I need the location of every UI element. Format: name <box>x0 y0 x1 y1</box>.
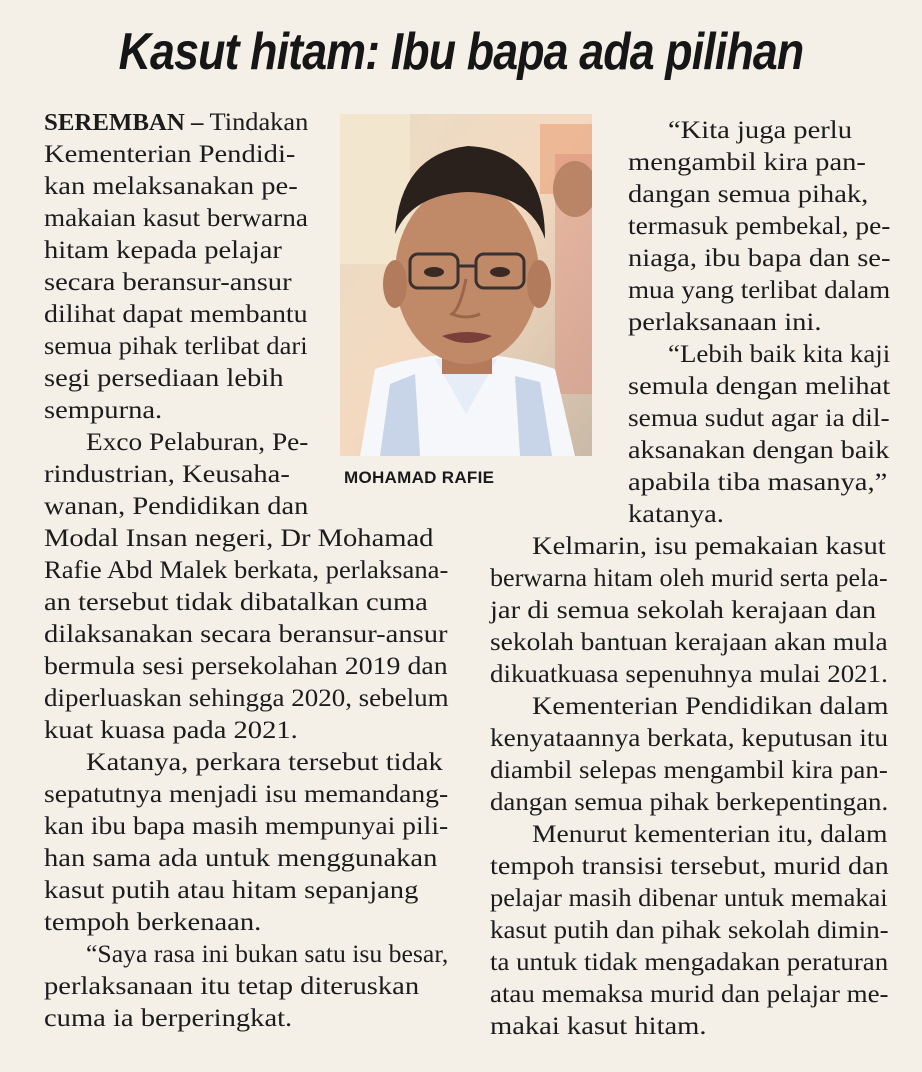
text-line: bermula sesi persekolahan 2019 dan <box>44 651 448 680</box>
text-line: diambil selepas mengambil kira pan- <box>490 755 888 784</box>
text-line: dilihat dapat membantu <box>44 299 308 328</box>
text-line: Kementerian Pendidikan dalam <box>532 691 889 720</box>
text-line: Menurut kementerian itu, dalam <box>532 819 888 848</box>
text-line: Katanya, perkara tersebut tidak <box>86 747 443 776</box>
text-line: han sama ada untuk menggunakan <box>44 843 438 872</box>
text-line: Kementerian Pendidi- <box>44 139 296 168</box>
text-line: makai kasut hitam. <box>490 1011 707 1040</box>
text-line: Exco Pelaburan, Pe- <box>86 427 309 456</box>
text-line: “Saya rasa ini bukan satu isu besar, <box>86 939 449 968</box>
text-line: kan melaksanakan pe- <box>44 171 298 200</box>
text-line: dikuatkuasa sepenuhnya mulai 2021. <box>490 659 888 688</box>
text-line: secara beransur-ansur <box>44 267 292 296</box>
portrait-photo <box>340 114 592 456</box>
text-line: kan ibu bapa masih mempunyai pili- <box>44 811 449 840</box>
text-line: Tindakan <box>203 107 309 136</box>
text-line: kasut putih atau hitam sepanjang <box>44 875 419 904</box>
text-line: ta untuk tidak mengadakan peraturan <box>490 947 889 976</box>
text-line: dangan semua pihak berkepentingan. <box>490 787 889 816</box>
text-line: katanya. <box>628 499 724 528</box>
text-line: segi persediaan lebih <box>44 363 284 392</box>
text-line: apabila tiba masanya,” <box>628 467 888 496</box>
text-line: mua yang terlibat dalam <box>628 275 891 304</box>
text-line: sekolah bantuan kerajaan akan mula <box>490 627 888 656</box>
text-line: semula dengan melihat <box>628 371 891 400</box>
text-line: Kelmarin, isu pemakaian kasut <box>532 531 886 560</box>
text-line: kasut putih dan pihak sekolah dimin- <box>490 915 889 944</box>
text-line: cuma ia berperingkat. <box>44 1003 293 1032</box>
text-line <box>44 106 308 139</box>
text-line: kenyataannya berkata, keputusan itu <box>490 723 889 752</box>
text-line: semua sudut agar ia dil- <box>628 403 890 432</box>
text-line: tempoh transisi tersebut, murid dan <box>490 851 889 880</box>
text-line: rindustrian, Keusaha- <box>44 459 290 488</box>
text-line: perlaksanaan itu tetap diteruskan <box>44 971 420 1000</box>
text-line: jar di semua sekolah kerajaan dan <box>490 595 877 624</box>
text-line: tempoh berkenaan. <box>44 907 262 936</box>
text-line: “Kita juga perlu <box>668 115 852 144</box>
text-line: perlaksanaan ini. <box>628 307 822 336</box>
text-line: wanan, Pendidikan dan <box>44 491 309 520</box>
dateline: SEREMBAN – <box>44 110 204 136</box>
text-line: sepatutnya menjadi isu memandang- <box>44 779 449 808</box>
text-line: sempurna. <box>44 395 163 424</box>
photo-caption: MOHAMAD RAFIE <box>344 468 495 487</box>
text-line: mengambil kira pan- <box>628 147 866 176</box>
text-line: aksanakan dengan baik <box>628 435 890 464</box>
text-line: atau memaksa murid dan pelajar me- <box>490 979 889 1008</box>
text-line: hitam kepada pelajar <box>44 235 282 264</box>
headline: Kasut hitam: Ibu bapa ada pilihan <box>118 23 804 81</box>
portrait-illustration <box>340 114 592 456</box>
text-line: kuat kuasa pada 2021. <box>44 715 298 744</box>
text-line: berwarna hitam oleh murid serta pela- <box>490 563 888 592</box>
text-line: dangan semua pihak, <box>628 179 869 208</box>
text-line: an tersebut tidak dibatalkan cuma <box>44 587 428 616</box>
text-line: diperluaskan sehingga 2020, sebelum <box>44 683 449 712</box>
text-line: pelajar masih dibenar untuk memakai <box>490 883 888 912</box>
text-line: Modal Insan negeri, Dr Mohamad <box>44 523 434 552</box>
text-line: semua pihak terlibat dari <box>44 331 308 360</box>
text-line: Rafie Abd Malek berkata, perlaksana- <box>44 555 449 584</box>
text-line: termasuk pembekal, pe- <box>628 211 891 240</box>
text-line: niaga, ibu bapa dan se- <box>628 243 891 272</box>
text-line: makaian kasut berwarna <box>44 203 308 232</box>
text-line: “Lebih baik kita kaji <box>668 339 891 368</box>
text-line: dilaksanakan secara beransur-ansur <box>44 619 448 648</box>
